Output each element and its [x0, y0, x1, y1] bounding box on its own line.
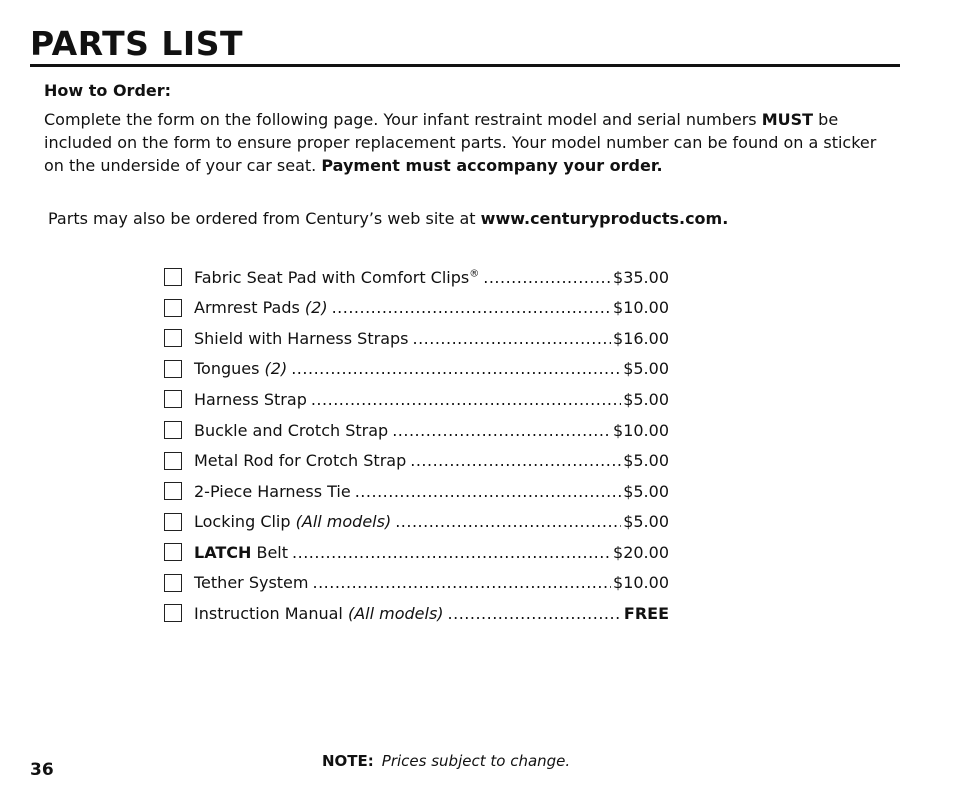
- part-name: [194, 604, 444, 623]
- part-name: [194, 390, 307, 409]
- part-price: $10.00: [613, 573, 669, 593]
- part-row: [164, 445, 669, 476]
- part-name-text: Metal Rod for Crotch Strap: [194, 451, 407, 471]
- part-name: [194, 482, 351, 501]
- dot-leader: [410, 451, 621, 470]
- part-row: [164, 415, 669, 446]
- dot-leader: [292, 543, 611, 562]
- part-name-text: Belt: [251, 542, 289, 562]
- part-row: [164, 323, 669, 354]
- title-rule: [30, 64, 900, 67]
- part-qualifier: (2): [304, 298, 328, 318]
- dot-leader: [355, 482, 621, 501]
- part-row: [164, 262, 669, 293]
- part-price: $20.00: [613, 542, 669, 562]
- part-name-text: Tongues: [194, 359, 265, 379]
- part-checkbox[interactable]: [164, 452, 182, 470]
- part-checkbox[interactable]: [164, 299, 182, 317]
- part-row: [164, 384, 669, 415]
- page-number: 36: [30, 760, 54, 780]
- part-checkbox[interactable]: [164, 513, 182, 531]
- note-text: Prices subject to change.: [381, 752, 571, 770]
- part-name: [194, 268, 479, 287]
- how-to-order-text-1: Complete the form on the following page. Your infant restraint model and serial numbers: [44, 110, 762, 129]
- part-name-text: Instruction Manual: [194, 603, 348, 623]
- part-name-text: 2-Piece Harness Tie: [194, 481, 351, 501]
- part-price: $35.00: [613, 267, 669, 287]
- part-name: [194, 298, 328, 317]
- part-name-text: Fabric Seat Pad with Comfort Clips: [194, 267, 470, 287]
- part-checkbox[interactable]: [164, 268, 182, 286]
- how-to-order-heading: How to Order:: [44, 81, 172, 100]
- parts-list: [164, 262, 669, 629]
- part-price: $5.00: [623, 451, 669, 471]
- web-url: www.centuryproducts.com.: [480, 209, 729, 228]
- dot-leader: [312, 573, 611, 592]
- part-checkbox[interactable]: [164, 329, 182, 347]
- dot-leader: [291, 359, 621, 378]
- part-row: [164, 537, 669, 568]
- dot-leader: [392, 421, 611, 440]
- part-name-text: Harness Strap: [194, 389, 307, 409]
- part-checkbox[interactable]: [164, 604, 182, 622]
- dot-leader: [412, 329, 611, 348]
- part-name: [194, 573, 308, 592]
- part-name-text: Shield with Harness Straps: [194, 328, 409, 348]
- how-to-order-text-2: be included on the form to ensure proper replacement parts. Your model number can be found on a sticker on the underside of your car seat.: [44, 110, 877, 175]
- web-order-text: Parts may also be ordered from Century’s web site at: [48, 209, 481, 228]
- part-checkbox[interactable]: [164, 360, 182, 378]
- part-row: [164, 293, 669, 324]
- dot-leader: [311, 390, 621, 409]
- dot-leader: [448, 604, 622, 623]
- part-qualifier: (2): [264, 359, 288, 379]
- part-name: [194, 359, 287, 378]
- price-note: [322, 750, 570, 772]
- note-label: NOTE:: [322, 752, 374, 770]
- dot-leader: [483, 268, 611, 287]
- part-name: [194, 512, 391, 531]
- part-row: [164, 598, 669, 629]
- part-price: $5.00: [623, 389, 669, 409]
- part-price: FREE: [623, 603, 669, 623]
- part-row: [164, 354, 669, 385]
- part-name-text: Buckle and Crotch Strap: [194, 420, 389, 440]
- dot-leader: [395, 512, 621, 531]
- part-name: [194, 329, 408, 348]
- part-row: [164, 476, 669, 507]
- part-name-text: Tether System: [194, 573, 309, 593]
- part-checkbox[interactable]: [164, 543, 182, 561]
- part-row: [164, 506, 669, 537]
- dot-leader: [332, 298, 611, 317]
- part-name: [194, 543, 288, 562]
- part-price: $16.00: [613, 328, 669, 348]
- how-to-order-paragraph: [44, 108, 894, 177]
- page-title: PARTS LIST: [30, 24, 243, 63]
- part-checkbox[interactable]: [164, 574, 182, 592]
- part-price: $5.00: [623, 512, 669, 532]
- part-checkbox[interactable]: [164, 482, 182, 500]
- part-price: $10.00: [613, 420, 669, 440]
- part-name-text: Locking Clip: [194, 512, 296, 532]
- part-price: $5.00: [623, 481, 669, 501]
- part-price: $5.00: [623, 359, 669, 379]
- part-qualifier: (All models): [347, 603, 444, 623]
- part-checkbox[interactable]: [164, 390, 182, 408]
- registered-mark: ®: [469, 268, 480, 280]
- must-emphasis: MUST: [761, 110, 814, 129]
- part-checkbox[interactable]: [164, 421, 182, 439]
- part-qualifier: (All models): [295, 512, 392, 532]
- part-name-text: Armrest Pads: [194, 298, 305, 318]
- web-order-line: [48, 207, 728, 230]
- part-name: [194, 421, 388, 440]
- part-name: [194, 451, 406, 470]
- payment-notice: Payment must accompany your order.: [321, 156, 663, 175]
- part-price: $10.00: [613, 298, 669, 318]
- part-name-bold: LATCH: [194, 542, 252, 562]
- part-row: [164, 567, 669, 598]
